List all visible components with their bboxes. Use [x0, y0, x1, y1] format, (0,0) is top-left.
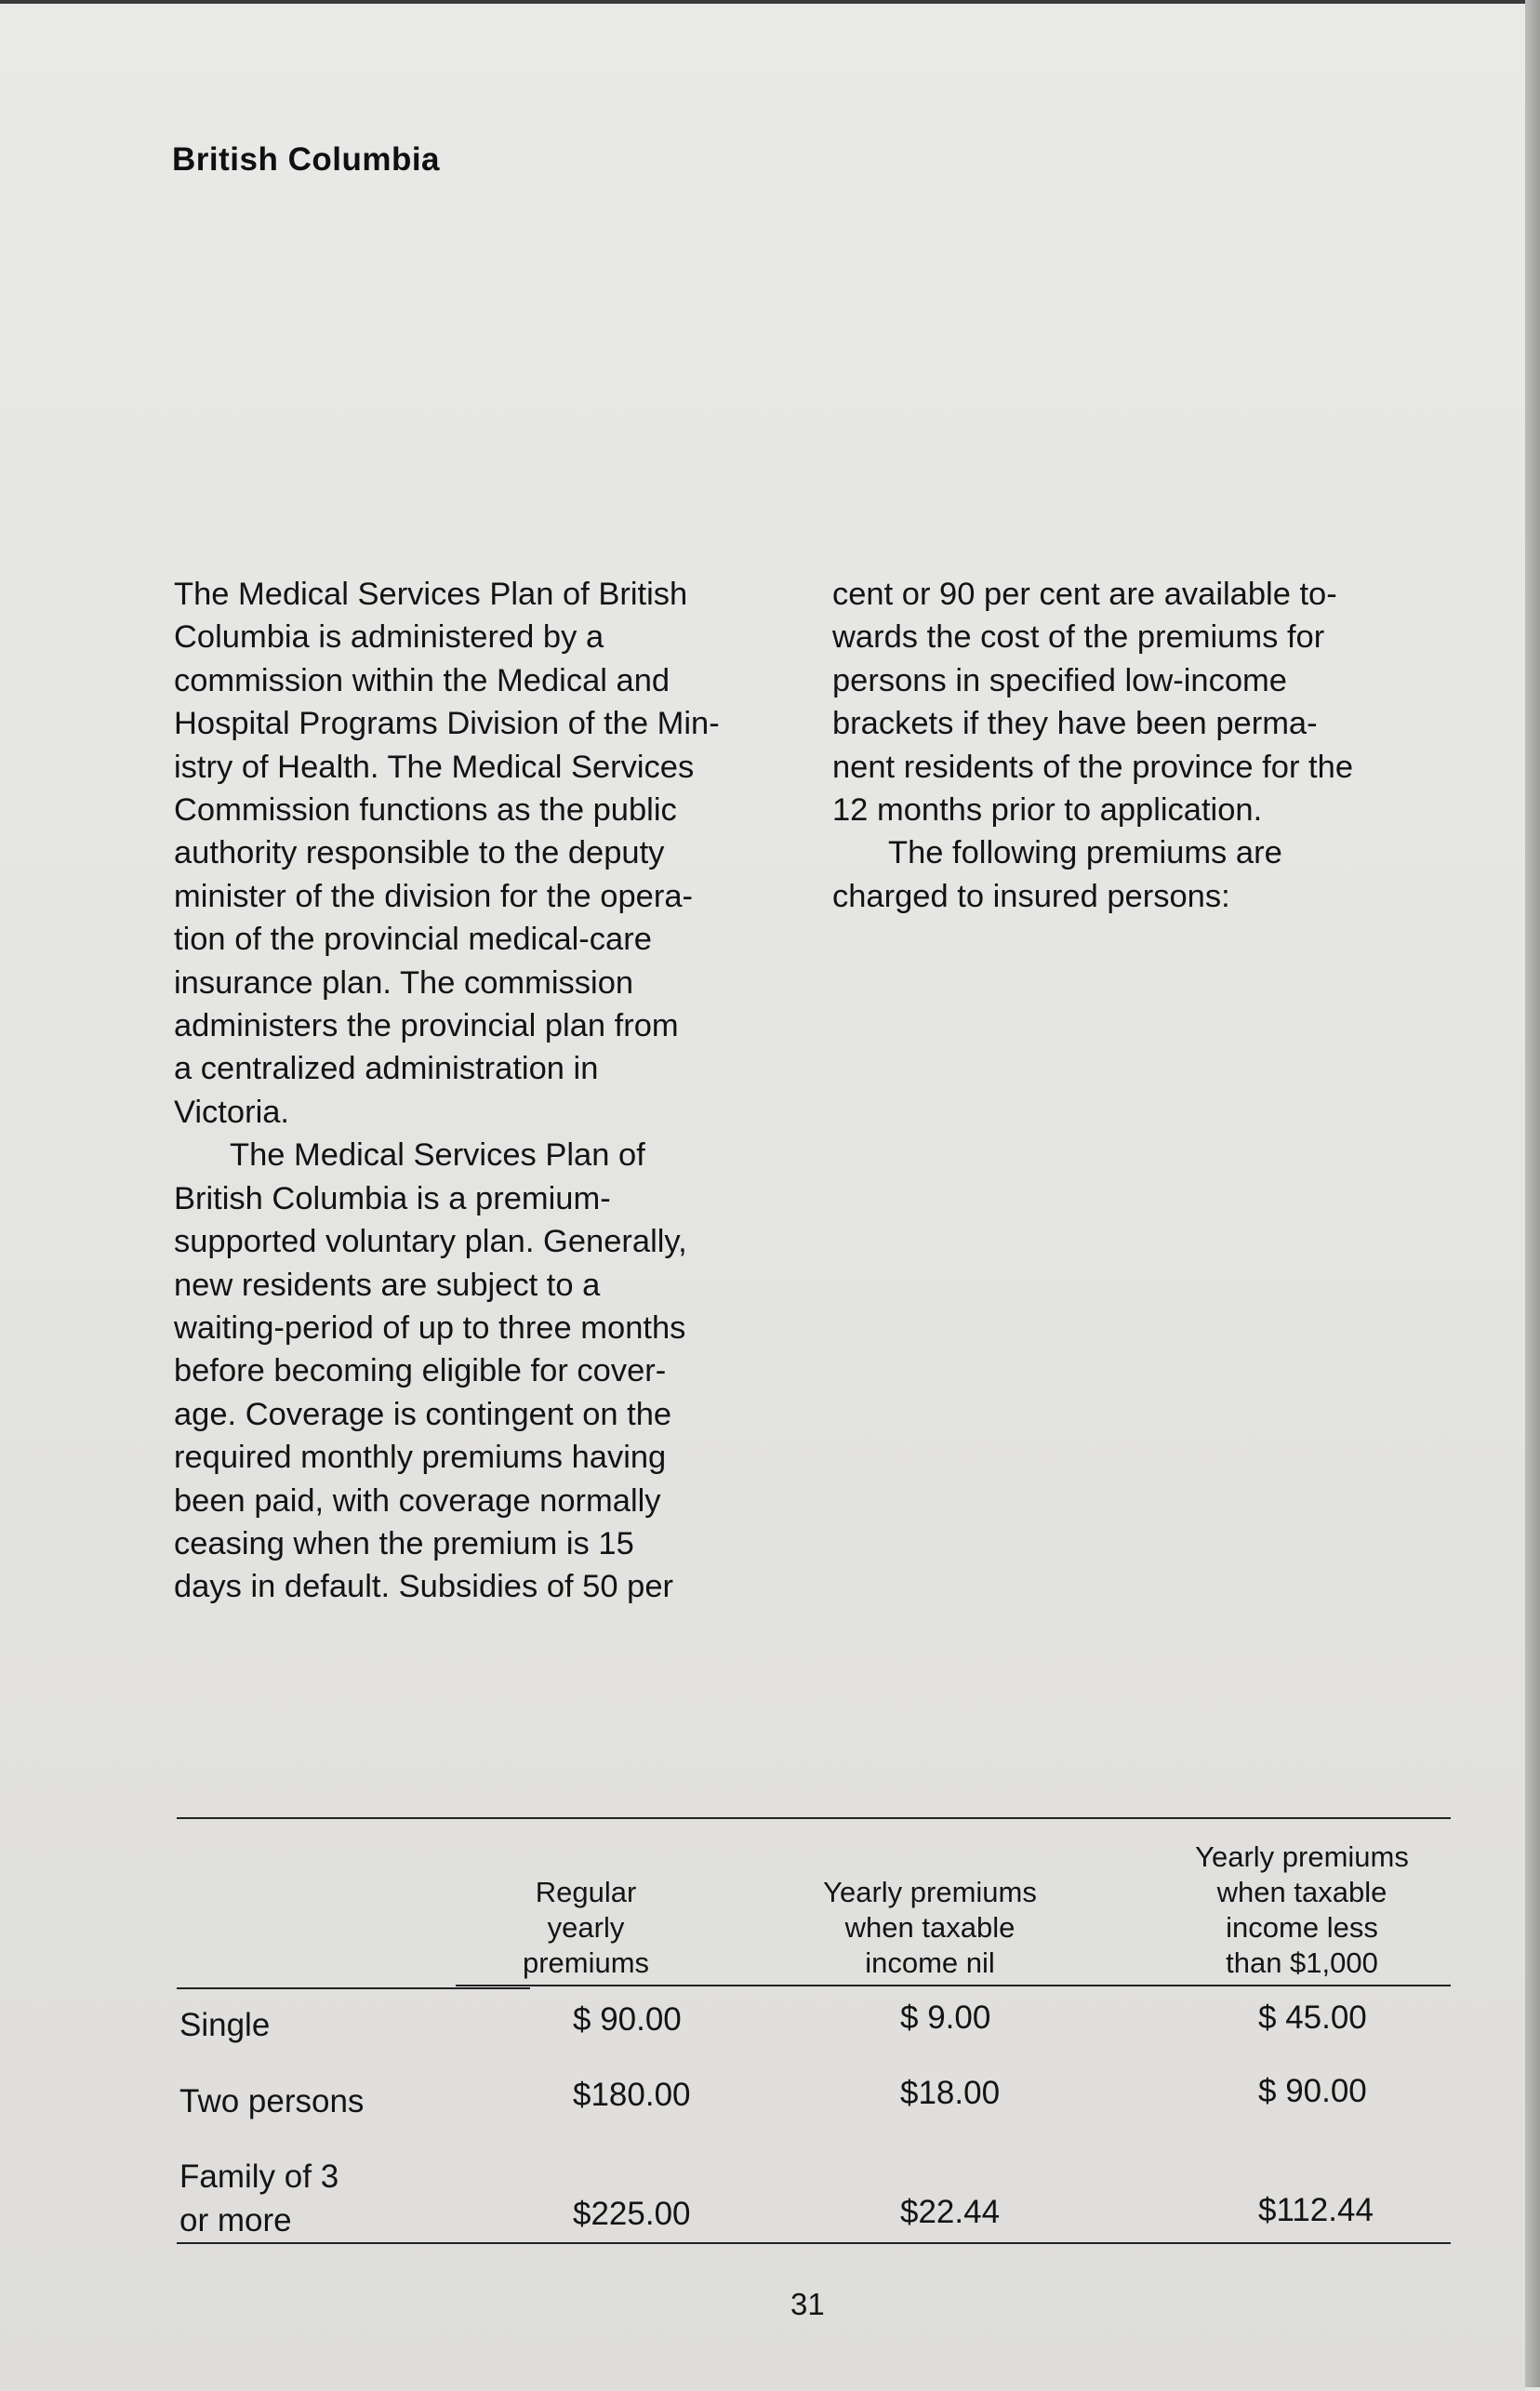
column-header-income-under-1000	[1148, 1840, 1455, 1981]
table-cell: $112.44	[1258, 2192, 1374, 2228]
body-text-line: administers the provincial plan from	[174, 1008, 679, 1044]
body-text-line: Commission functions as the public	[174, 792, 677, 829]
body-text-line: tion of the provincial medical-care	[174, 922, 652, 958]
body-text-line: waiting-period of up to three months	[174, 1309, 686, 1346]
table-cell: $225.00	[573, 2196, 691, 2232]
body-text-line: nent residents of the province for the	[832, 749, 1354, 785]
row-label-two-persons	[179, 2079, 364, 2123]
body-text-line: Hospital Programs Division of the Min-	[174, 706, 720, 742]
header-line: yearly	[547, 1911, 625, 1944]
body-text-line: age. Coverage is contingent on the	[174, 1396, 672, 1432]
body-text-line: wards the cost of the premiums for	[832, 619, 1325, 656]
body-text-line: been paid, with coverage normally	[174, 1482, 661, 1519]
paragraph-start-line: The following premiums are	[888, 835, 1282, 871]
body-text-line: 12 months prior to application.	[832, 792, 1263, 829]
row-label-family	[179, 2155, 339, 2242]
body-text-line: before becoming eligible for cover-	[174, 1353, 667, 1389]
header-line: Regular	[535, 1876, 637, 1908]
header-line: Yearly premiums	[823, 1876, 1037, 1908]
body-text-line: commission within the Medical and	[174, 662, 670, 698]
table-cell: $18.00	[900, 2075, 1001, 2111]
table-top-rule	[177, 1817, 1451, 1819]
row-label-line: Family of 3	[179, 2159, 339, 2195]
body-text-line: required monthly premiums having	[174, 1440, 667, 1476]
header-line: premiums	[522, 1946, 650, 1979]
body-text-line: The Medical Services Plan of British	[174, 577, 688, 612]
row-label-single	[179, 2003, 270, 2047]
body-text-line: istry of Health. The Medical Services	[174, 749, 695, 785]
body-text-line: supported voluntary plan. Generally,	[174, 1224, 687, 1260]
header-line: when taxable	[844, 1911, 1016, 1944]
body-text-line: ceasing when the premium is 15	[174, 1525, 634, 1561]
body-text-line: cent or 90 per cent are available to-	[832, 577, 1337, 612]
body-text-line: new residents are subject to a	[174, 1267, 601, 1303]
paragraph-start-line: The Medical Services Plan of	[230, 1137, 645, 1174]
column-header-regular	[493, 1875, 679, 1981]
book-page-edge	[1525, 0, 1540, 2387]
body-text-line: authority responsible to the deputy	[174, 835, 665, 871]
table-cell: $ 90.00	[573, 2001, 682, 2038]
header-line: income less	[1226, 1911, 1378, 1944]
body-text-line: Victoria.	[174, 1094, 290, 1130]
row-label-line: Two persons	[179, 2083, 365, 2119]
body-text-line: a centralized administration in	[174, 1051, 599, 1087]
header-rule	[456, 1985, 1451, 1986]
body-text-line: British Columbia is a premium-	[174, 1180, 611, 1216]
table-cell: $ 9.00	[900, 1999, 991, 2036]
right-text-column	[832, 573, 1465, 918]
header-line: income nil	[865, 1946, 995, 1979]
table-cell: $ 45.00	[1258, 1999, 1367, 2036]
table-cell: $180.00	[573, 2077, 691, 2113]
body-text-line: insurance plan. The commission	[174, 964, 634, 1001]
table-cell: $22.44	[900, 2194, 1001, 2230]
table-bottom-rule	[177, 2242, 1451, 2244]
body-text-line: persons in specified low-income	[832, 662, 1287, 698]
row-label-line: or more	[179, 2202, 292, 2238]
body-text-line: Columbia is administered by a	[174, 619, 604, 656]
row-label-line: Single	[179, 2007, 271, 2043]
header-rule	[177, 1987, 530, 1989]
body-text-line: days in default. Subsidies of 50 per	[174, 1569, 674, 1605]
header-line: when taxable	[1216, 1876, 1387, 1908]
body-text-line: minister of the division for the opera-	[174, 878, 694, 914]
body-text-line: brackets if they have been perma-	[832, 706, 1318, 742]
page-number: 31	[790, 2287, 825, 2321]
running-head: British Columbia	[172, 141, 441, 178]
table-cell: $ 90.00	[1258, 2073, 1367, 2109]
header-line: than $1,000	[1226, 1946, 1378, 1979]
column-header-income-nil	[790, 1875, 1069, 1981]
body-text-line: charged to insured persons:	[832, 878, 1230, 914]
left-text-column	[174, 573, 825, 1609]
header-line: Yearly premiums	[1195, 1840, 1409, 1873]
